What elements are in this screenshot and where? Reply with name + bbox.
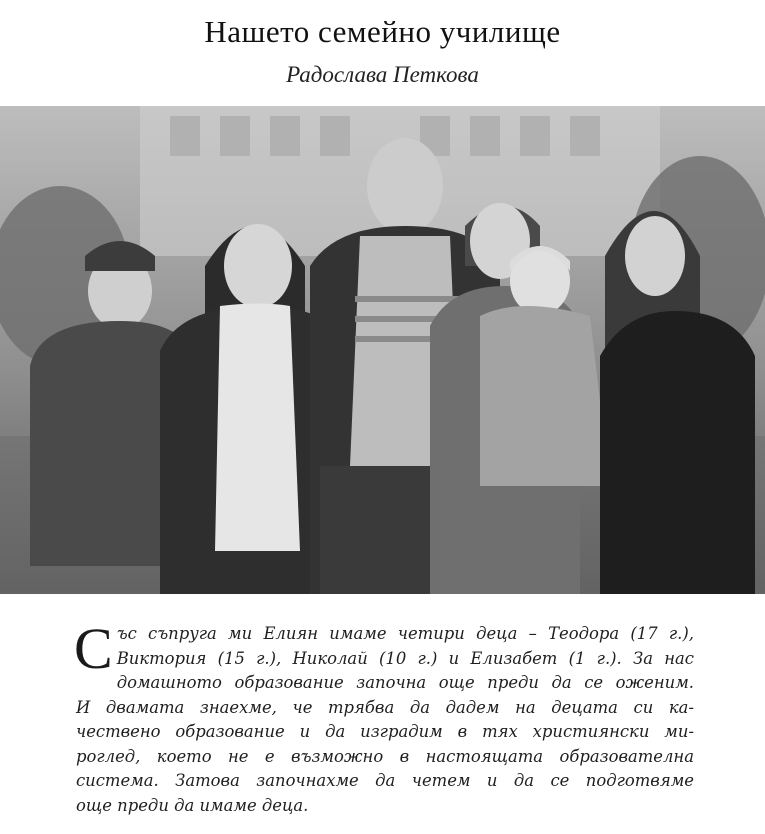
family-photo-illustration <box>0 106 765 594</box>
body-line: домашното образование започна още преди да се оженим. <box>116 673 694 692</box>
body-line: още преди да имаме деца. <box>76 795 309 815</box>
family-photo <box>0 106 765 594</box>
article-author: Радослава Петкова <box>286 62 479 87</box>
drop-cap: С <box>74 616 113 681</box>
article-body <box>74 616 694 818</box>
body-line: роглед, което не е възможно в настоящата образователна <box>76 746 694 766</box>
body-line: ъс съпруга ми Елиян имаме четири деца – Теодора (17 г.), <box>116 624 694 643</box>
article-title: Нашето семейно училище <box>204 14 561 49</box>
body-line: Виктория (15 г.), Николай (10 г.) и Елизабет (1 г.). За нас <box>116 648 694 668</box>
body-line: система. Затова започнахме да четем и да се подготвяме <box>76 771 694 790</box>
body-line: чествено образование и да изградим в тях християнски ми- <box>76 722 694 741</box>
body-line: И двамата знаехме, че трябва да дадем на децата си ка- <box>76 697 694 717</box>
